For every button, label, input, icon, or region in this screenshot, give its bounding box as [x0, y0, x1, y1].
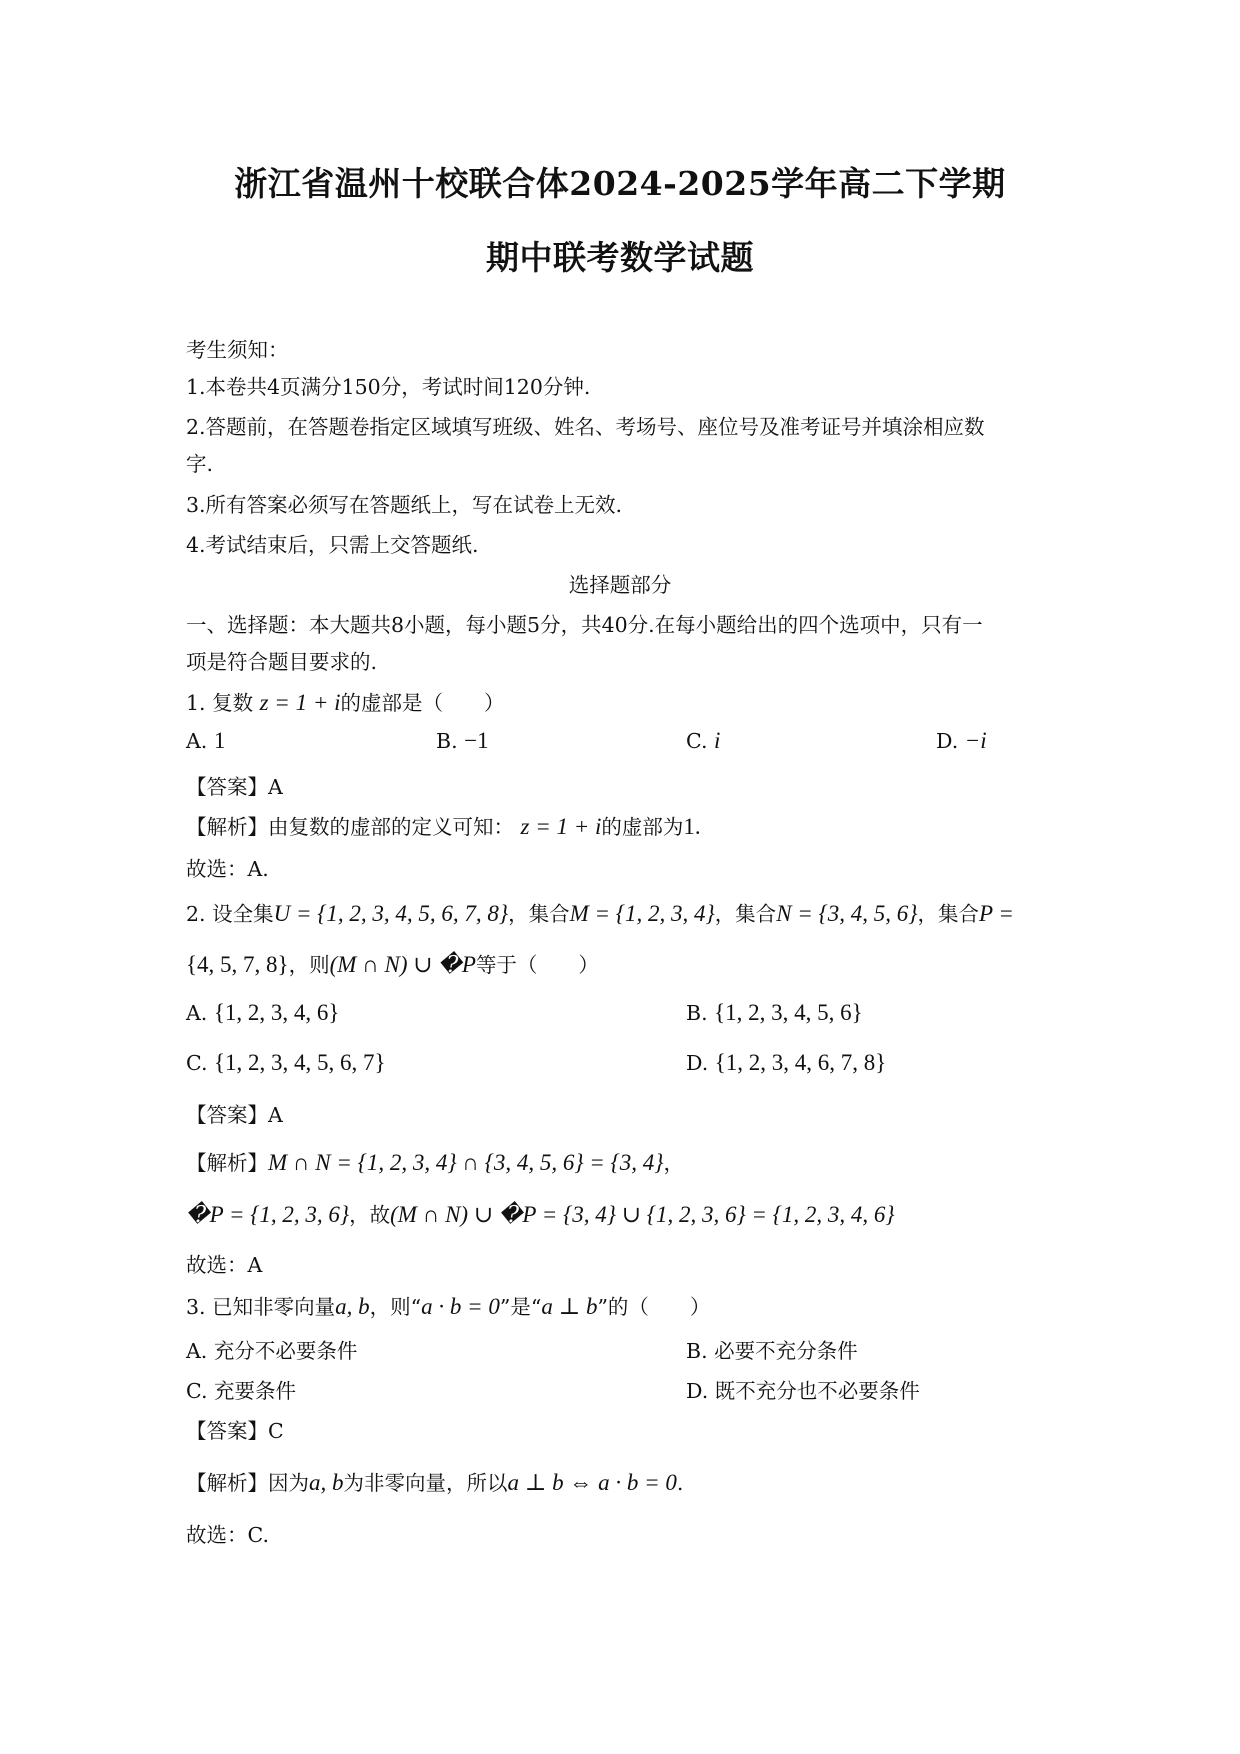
- question-3-option-b: B. 必要不充分条件: [686, 1339, 858, 1363]
- question-2-choose: 故选：A: [186, 1253, 263, 1277]
- question-2-stem-line1: 2. 设全集U = {1, 2, 3, 4, 5, 6, 7, 8}，集合M = {1, 2, 3, 4}，集合N = {3, 4, 5, 6}，集合P =: [186, 901, 1014, 926]
- section-intro-a: 一、选择题：本大题共8小题，每小题5分，共40分.在每小题给出的四个选项中，只有一: [186, 613, 983, 637]
- question-3-option-a: A. 充分不必要条件: [186, 1339, 358, 1363]
- question-1-choose: 故选：A.: [186, 857, 269, 881]
- question-2-analysis-line1: 【解析】M ∩ N = {1, 2, 3, 4} ∩ {3, 4, 5, 6} = {3, 4}，: [186, 1150, 684, 1175]
- notice-item-3: 3.所有答案必须写在答题纸上，写在试卷上无效.: [186, 493, 623, 517]
- question-2-option-d: D. {1, 2, 3, 4, 6, 7, 8}: [686, 1050, 887, 1075]
- section-title: 选择题部分: [568, 573, 672, 597]
- question-1-prefix: 1. 复数: [186, 691, 254, 715]
- notice-item-4: 4.考试结束后，只需上交答题纸.: [186, 533, 479, 557]
- question-1-analysis: 【解析】由复数的虚部的定义可知： z = 1 + i的虚部为1.: [186, 814, 701, 839]
- exam-title-line2: 期中联考数学试题: [486, 238, 754, 277]
- question-1-option-a: A. 1: [186, 728, 226, 753]
- question-2-option-a: A. {1, 2, 3, 4, 6}: [186, 1000, 340, 1025]
- question-3-option-c: C. 充要条件: [186, 1379, 297, 1403]
- question-1-option-d: D. −i: [936, 728, 987, 753]
- question-3-answer: 【答案】C: [186, 1419, 284, 1443]
- section-intro-b: 项是符合题目要求的.: [186, 650, 378, 674]
- question-3-option-d: D. 既不充分也不必要条件: [686, 1379, 920, 1403]
- question-1-answer: 【答案】A: [186, 775, 283, 799]
- question-2-option-b: B. {1, 2, 3, 4, 5, 6}: [686, 1000, 863, 1025]
- question-3-analysis: 【解析】因为a, b为非零向量，所以a ⊥ b ⇔ a · b = 0.: [186, 1470, 684, 1495]
- notice-item-1: 1.本卷共4页满分150分，考试时间120分钟.: [186, 375, 591, 399]
- notice-item-2a: 2.答题前，在答题卷指定区域填写班级、姓名、考场号、座位号及准考证号并填涂相应数: [186, 415, 985, 439]
- question-2-stem-line2: {4, 5, 7, 8}，则(M ∩ N) ∪ �P等于（ ）: [186, 952, 599, 977]
- question-1-stem: [186, 686, 505, 716]
- question-2-answer: 【答案】A: [186, 1103, 283, 1127]
- notice-item-2b: 字.: [186, 452, 214, 476]
- question-1-suffix: 的虚部是（ ）: [340, 691, 505, 715]
- question-2-option-c: C. {1, 2, 3, 4, 5, 6, 7}: [186, 1050, 386, 1075]
- question-1-option-b: B. −1: [436, 728, 489, 753]
- question-3-choose: 故选：C.: [186, 1523, 269, 1547]
- question-3-stem: 3. 已知非零向量a, b，则“a · b = 0”是“a ⊥ b”的（ ）: [186, 1294, 711, 1319]
- question-2-analysis-line2: �P = {1, 2, 3, 6}，故(M ∩ N) ∪ �P = {3, 4} ∪ {1, 2, 3, 6} = {1, 2, 3, 4, 6}: [186, 1202, 895, 1227]
- notice-heading: 考生须知：: [186, 338, 289, 362]
- question-1-option-c: C. i: [686, 728, 721, 753]
- exam-title-line1: 浙江省温州十校联合体2024-2025学年高二下学期: [234, 164, 1006, 203]
- question-1-expr: z = 1 + i: [259, 690, 341, 715]
